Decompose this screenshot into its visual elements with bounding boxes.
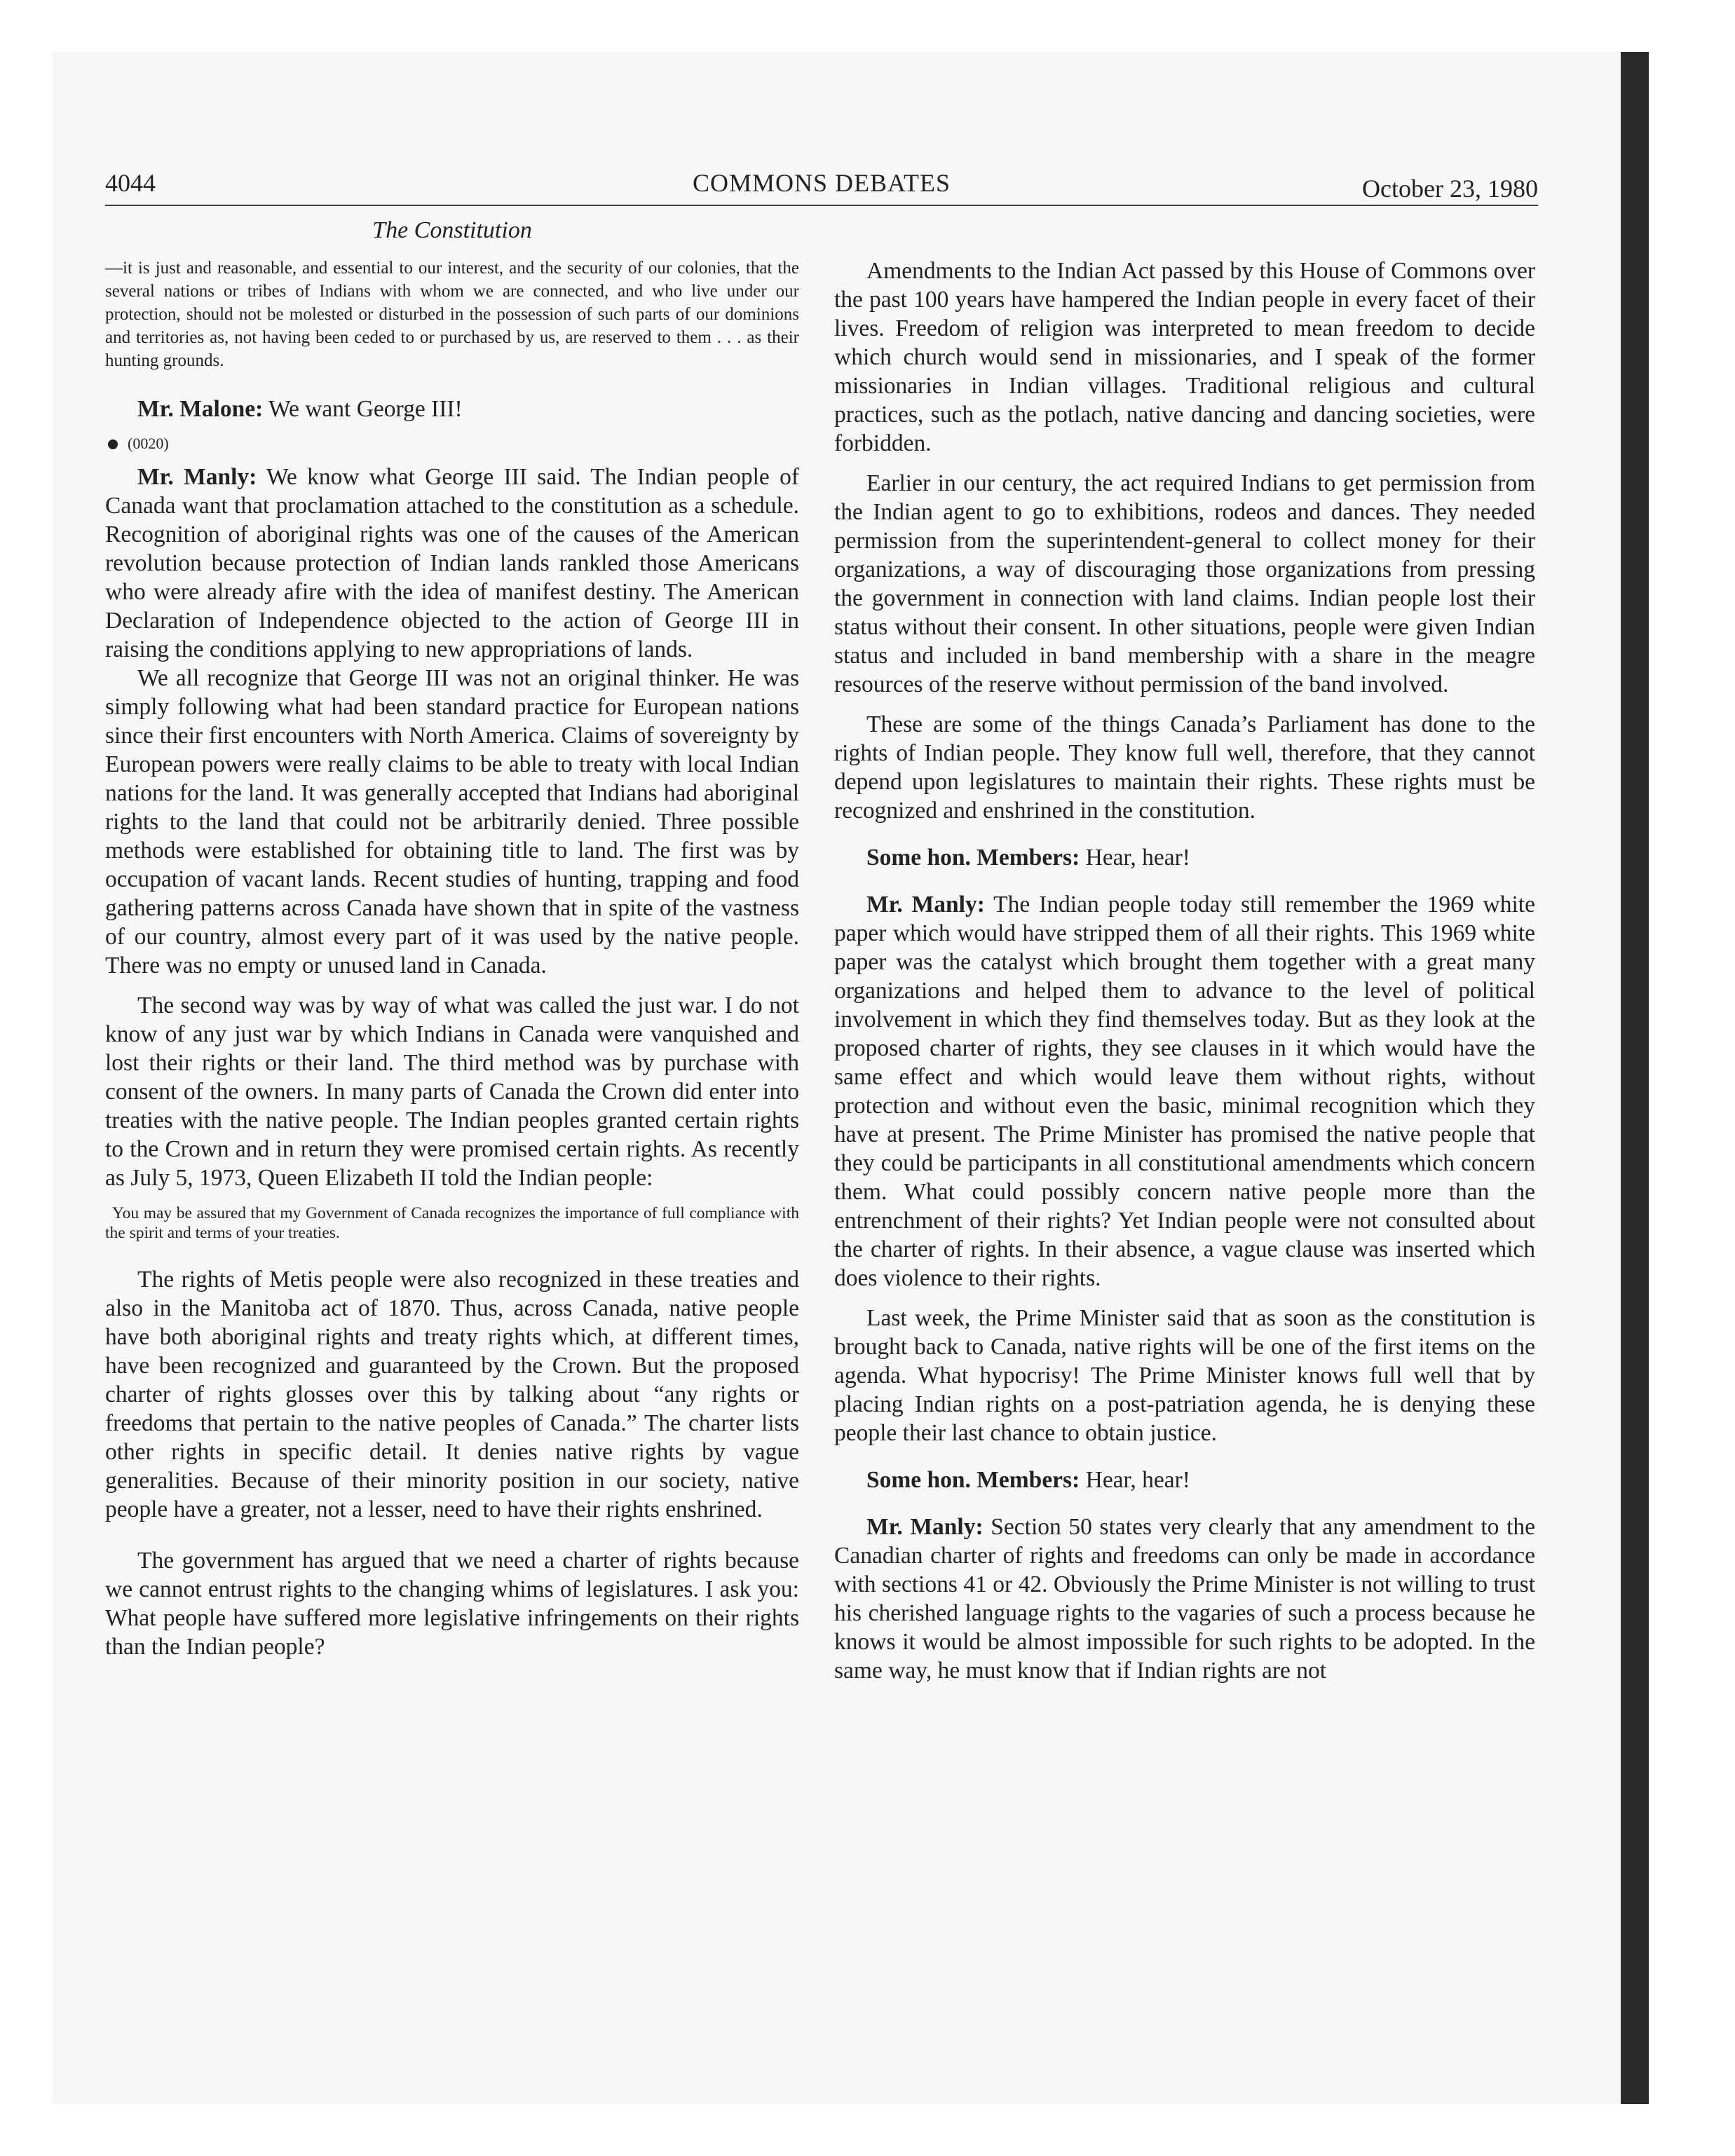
paragraph: Last week, the Prime Minister said that as soon as the constitution is brought back to Canada, native rights will be one of the first items on the agenda. What hypocrisy! The Prime Minister knows full well that by placing Indian rights on a post-patriation agenda, he is denying these people their last chance to obtain justice. — [834, 1305, 1535, 1446]
speaker-label: Mr. Manly: — [137, 464, 257, 490]
section-title: The Constitution — [372, 217, 532, 243]
speech-text: We want George III! — [268, 396, 463, 422]
paragraph: These are some of the things Canada’s Parliament has done to the rights of Indian people. They know full well, therefore, that they cannot depend upon legislatures to maintain their rights. These rights must be recognized and enshrined in the constitution. — [834, 711, 1535, 824]
speech-manly — [834, 890, 1535, 1292]
speech-text: We know what George III said. The Indian people of Canada want that proclamation attached to the constitution as a schedule. Recognition of aboriginal rights was one of the causes of the American revolution because protection of Indian lands rankled those Americans who were already afire with the idea of manifest destiny. The American Declaration of Independence objected to the action of George III in raising the conditions applying to new appropriations of lands. — [105, 464, 799, 662]
speech-manly — [834, 1513, 1535, 1685]
speech-malone — [105, 395, 799, 423]
left-column — [105, 257, 799, 1661]
page-header — [105, 168, 1538, 210]
time-marker-text: (0020) — [128, 435, 169, 452]
speaker-label: Mr. Manly: — [866, 1514, 984, 1540]
speech-text: Section 50 states very clearly that any amendment to the Canadian charter of rights and freedoms can only be made in accordance with sections 41 or 42. Obviously the Prime Minister is not willing to trust his cherished language rights to the vagaries of such a process because he knows it would be almost impossible for such rights to be adopted. In the same way, he must know that if Indian rights are not — [834, 1514, 1535, 1684]
speech-text: Hear, hear! — [1085, 845, 1190, 871]
right-column — [834, 257, 1535, 1685]
speech-text: Hear, hear! — [1085, 1467, 1190, 1493]
paragraph: Amendments to the Indian Act passed by this House of Commons over the past 100 years have hampered the Indian people in every facet of their lives. Freedom of religion was interpreted to mean freedom to decide which church would send in missionaries, and I speak of the former missionaries in Indian villages. Traditional religious and cultural practices, such as the potlach, native dancing and dancing societies, were forbidden. — [834, 258, 1535, 456]
scan-edge-shadow — [1621, 52, 1649, 2104]
speech-manly — [105, 463, 799, 664]
speaker-label: Some hon. Members: — [866, 845, 1080, 871]
paragraph: Earlier in our century, the act required Indians to get permission from the Indian agent to go to exhibitions, rodeos and dances. They needed permission from the superintendent-general to collect money for their organizations, a way of discouraging those organizations from pressing the government in connection with land claims. Indian people lost their status without their consent. In other situations, people were given Indian status and included in band membership with a share in the meagre resources of the reserve without permission of the band involved. — [834, 470, 1535, 697]
speaker-label: Mr. Manly: — [866, 892, 985, 917]
header-date: October 23, 1980 — [1362, 175, 1538, 203]
bullet-icon — [108, 439, 118, 449]
speech-text: The Indian people today still remember the 1969 white paper which would have stripped them of all their rights. This 1969 white paper was the catalyst which brought them together with a great many organizations and helped them to advance to the level of political involvement in which they find themselves today. But as they look at the proposed charter of rights, they see clauses in it which would have the same effect and which would leave them without rights, without protection and without even the basic, minimal recognition which they have at present. The Prime Minister has promised the native people that they could be participants in all constitutional amendments which concern them. What could possibly concern native people more than the entrenchment of their rights? Yet Indian people were not consulted about the charter of rights. In their absence, a vague clause was inserted which does violence to their rights. — [834, 892, 1535, 1291]
paragraph: We all recognize that George III was not an original thinker. He was simply following what had been standard practice for European nations since their first encounters with North America. Claims of sovereignty by European powers were really claims to be able to treaty with local Indian nations for the land. It was generally accepted that Indians had aboriginal rights to the land that could not be arbitrarily denied. Three possible methods were established for obtaining title to land. The first was by occupation of vacant lands. Recent studies of hunting, trapping and food gathering patterns across Canada have shown that in spite of the vastness of our country, almost every part of it was used by the native people. There was no empty or unused land in Canada. — [105, 665, 799, 978]
paragraph: The second way was by way of what was called the just war. I do not know of any just war by which Indians in Canada were vanquished and lost their rights or their land. The third method was by purchase with consent of the owners. In many parts of Canada the Crown did enter into treaties with the native people. The Indian peoples granted certain rights to the Crown and in return they were promised certain rights. As recently as July 5, 1973, Queen Elizabeth II told the Indian people: — [105, 992, 799, 1191]
interjection — [834, 843, 1535, 872]
publication-title: COMMONS DEBATES — [692, 169, 951, 197]
paragraph: The rights of Metis people were also recognized in these treaties and also in the Manitoba act of 1870. Thus, across Canada, native people have both aboriginal rights and treaty rights which, at different times, have been recognized and guaranteed by the Crown. But the proposed charter of rights glosses over this by talking about “any rights or freedoms that pertain to the native peoples of Canada.” The charter lists other rights in specific detail. It denies native rights by vague generalities. Because of their minority position in our society, native people have a greater, not a lesser, need to have their rights enshrined. — [105, 1267, 799, 1522]
time-marker — [105, 433, 799, 454]
proclamation-quote: —it is just and reasonable, and essential to our interest, and the security of our colonies, that the several nations or tribes of Indians with whom we are connected, and who live under our protection, should not be molested or disturbed in the possession of such parts of our dominions and territories as, not having been ceded to or purchased by us, are reserved to them . . . as their hunting grounds. — [105, 259, 799, 370]
interjection — [834, 1466, 1535, 1494]
paragraph: The government has argued that we need a charter of rights because we cannot entrust rights to the changing whims of legislatures. I ask you: What people have suffered more legislative infringements on their rights than the Indian people? — [105, 1548, 799, 1660]
page-number: 4044 — [105, 169, 156, 197]
header-rule — [105, 205, 1538, 206]
speaker-label: Mr. Malone: — [137, 396, 264, 422]
speaker-label: Some hon. Members: — [866, 1467, 1080, 1493]
queen-quote: You may be assured that my Government of Canada recognizes the importance of full compliance with the spirit and terms of your treaties. — [105, 1204, 799, 1242]
